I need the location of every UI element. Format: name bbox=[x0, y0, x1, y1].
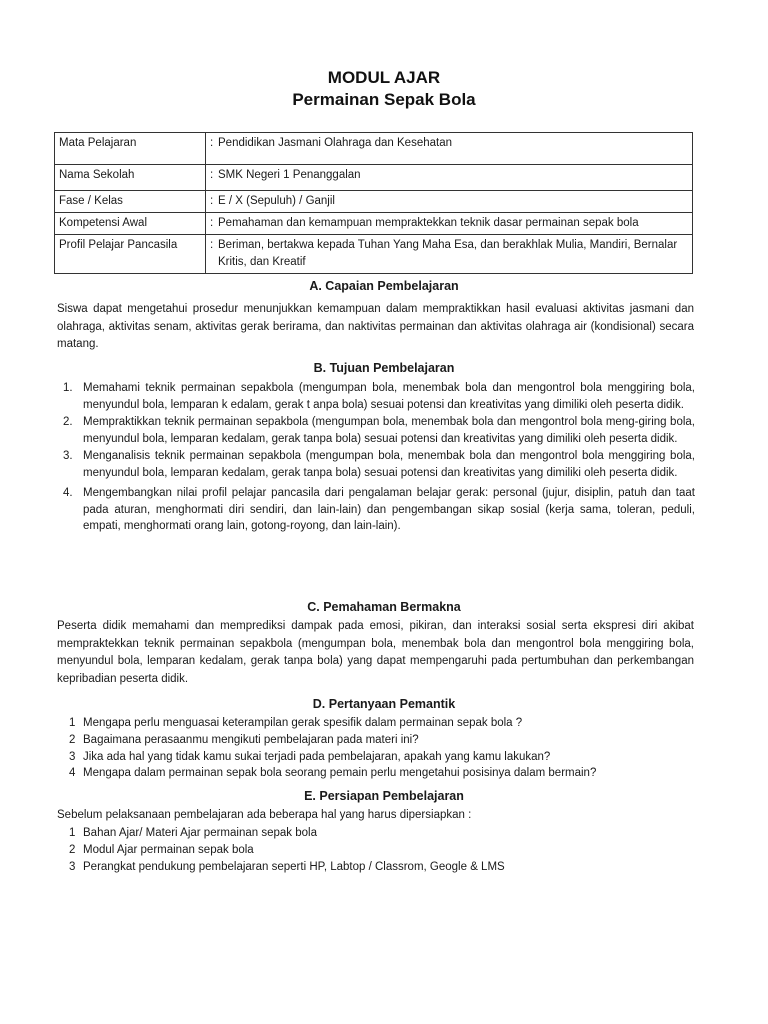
questions-list bbox=[57, 715, 697, 782]
list-number: 4. bbox=[63, 487, 73, 499]
list-text: Memahami teknik permainan sepakbola (mengumpan bola, menembak bola dan mengontrol bola menggiring bola, menyundul bola, lemparan k edalam, gerak t anpa bola) sesuai potensi dan kreativitas yang dimiliki oleh peserta didik. bbox=[83, 382, 695, 411]
table-row bbox=[55, 133, 693, 165]
section-d-heading: D. Pertanyaan Pemantik bbox=[312, 697, 456, 711]
document-title: MODUL AJAR bbox=[327, 68, 441, 87]
list-item bbox=[57, 485, 695, 535]
table-row bbox=[55, 165, 693, 191]
list-text: Modul Ajar permainan sepak bola bbox=[83, 843, 254, 856]
list-text: Mengapa perlu menguasai keterampilan gerak spesifik dalam permainan sepak bola ? bbox=[83, 717, 523, 729]
list-number: 4 bbox=[69, 767, 76, 780]
list-number: 2. bbox=[63, 416, 73, 428]
list-text: Mengapa dalam permainan sepak bola seorang pemain perlu mengetahui posisinya dalam bermain? bbox=[83, 767, 597, 780]
info-colon: : bbox=[206, 133, 217, 165]
table-row bbox=[55, 213, 693, 235]
list-number: 2 bbox=[69, 733, 76, 746]
info-label: Nama Sekolah bbox=[55, 165, 206, 191]
info-value: E / X (Sepuluh) / Ganjil bbox=[216, 191, 693, 213]
list-number: 2 bbox=[69, 843, 76, 856]
section-e-heading: E. Persiapan Pembelajaran bbox=[304, 789, 464, 803]
list-item bbox=[57, 825, 697, 842]
section-e-intro: Sebelum pelaksanaan pembelajaran ada beberapa hal yang harus dipersiapkan : bbox=[57, 809, 472, 821]
table-row bbox=[55, 235, 693, 274]
list-number: 1. bbox=[63, 382, 73, 394]
list-number: 3 bbox=[69, 750, 76, 763]
list-text: Bagaimana perasaanmu mengikuti pembelajaran pada materi ini? bbox=[83, 733, 419, 746]
list-number: 1 bbox=[69, 827, 76, 839]
section-a-heading: A. Capaian Pembelajaran bbox=[309, 279, 459, 293]
list-text: Menganalisis teknik permainan sepakbola (mengumpan bola, menembak bola dan mengontrol bola menggiring bola, menyundul bola, lemparan kedalam, gerak tanpa bola) sesuai potensi dan kreativitas yang dimiliki oleh peserta didik. bbox=[83, 450, 695, 479]
list-item bbox=[57, 749, 697, 766]
preparation-list bbox=[57, 825, 697, 875]
info-value: Pemahaman dan kemampuan mempraktekkan teknik dasar permainan sepak bola bbox=[216, 213, 693, 235]
table-row bbox=[55, 191, 693, 213]
list-item bbox=[57, 380, 695, 413]
list-item bbox=[57, 715, 697, 732]
list-number: 3. bbox=[63, 450, 73, 462]
list-text: Perangkat pendukung pembelajaran seperti HP, Labtop / Classrom, Geogle & LMS bbox=[83, 860, 505, 873]
list-item bbox=[57, 765, 697, 782]
info-label: Profil Pelajar Pancasila bbox=[55, 235, 206, 274]
info-table bbox=[54, 132, 693, 274]
info-colon: : bbox=[206, 191, 217, 213]
list-item bbox=[57, 448, 695, 481]
info-colon: : bbox=[206, 235, 217, 274]
info-label: Fase / Kelas bbox=[55, 191, 206, 213]
info-value: SMK Negeri 1 Penanggalan bbox=[216, 165, 693, 191]
info-value: Beriman, bertakwa kepada Tuhan Yang Maha Esa, dan berakhlak Mulia, Mandiri, Bernalar Kritis, dan Kreatif bbox=[216, 235, 693, 274]
list-number: 1 bbox=[69, 717, 76, 729]
info-colon: : bbox=[206, 213, 217, 235]
section-a-text: Siswa dapat mengetahui prosedur menunjukkan kemampuan dalam mempraktikkan hasil evaluasi aktivitas jasmani dan olahraga, aktivitas senam, aktivitas gerak berirama, dan naktivitas permainan dan aktivitas olahraga air (kondisional) secara matang. bbox=[57, 303, 694, 350]
objectives-list bbox=[57, 380, 695, 536]
section-c-heading: C. Pemahaman Bermakna bbox=[307, 600, 461, 614]
list-text: Jika ada hal yang tidak kamu sukai terjadi pada pembelajaran, apakah yang kamu lakukan? bbox=[83, 750, 551, 763]
list-text: Mempraktikkan teknik permainan sepakbola (mengumpan bola, menembak bola dan mengontrol bola meng-giring bola, menyundul bola, lemparan kedalam, gerak tanpa bola) sesuai potensi dan kreativitas yang dimiliki oleh peserta didik. bbox=[83, 416, 695, 445]
info-label: Kompetensi Awal bbox=[55, 213, 206, 235]
list-item bbox=[57, 414, 695, 447]
list-number: 3 bbox=[69, 860, 76, 873]
document-subtitle: Permainan Sepak Bola bbox=[292, 90, 476, 109]
list-item bbox=[57, 732, 697, 749]
list-text: Mengembangkan nilai profil pelajar pancasila dari pengalaman belajar gerak: personal (jujur, disiplin, patuh dan taat pada aturan, menghormati diri sendiri, dan lain-lain) dan pengembangan sikap sosial (kerja sama, toleran, peduli, empati, menghormati orang lain, gotong-royong, dan lain-lain). bbox=[83, 487, 695, 532]
list-item bbox=[57, 842, 697, 859]
info-label: Mata Pelajaran bbox=[55, 133, 206, 165]
list-text: Bahan Ajar/ Materi Ajar permainan sepak bola bbox=[83, 827, 317, 839]
info-value: Pendidikan Jasmani Olahraga dan Kesehatan bbox=[216, 133, 693, 165]
section-c-text: Peserta didik memahami dan memprediksi dampak pada emosi, pikiran, dan interaksi sosial serta ekspresi diri akibat mempraktekkan teknik permainan sepakbola (mengumpan bola, menembak bola dan mengontrol bola menggiring bola, menyundul bola, lemparan kedalam, gerak tanpa bola) yang dapat mempengaruhi pada pertumbuhan dan perkembangan kepribadian peserta didik. bbox=[57, 620, 694, 685]
section-b-heading: B. Tujuan Pembelajaran bbox=[313, 361, 455, 375]
info-colon: : bbox=[206, 165, 217, 191]
list-item bbox=[57, 859, 697, 876]
